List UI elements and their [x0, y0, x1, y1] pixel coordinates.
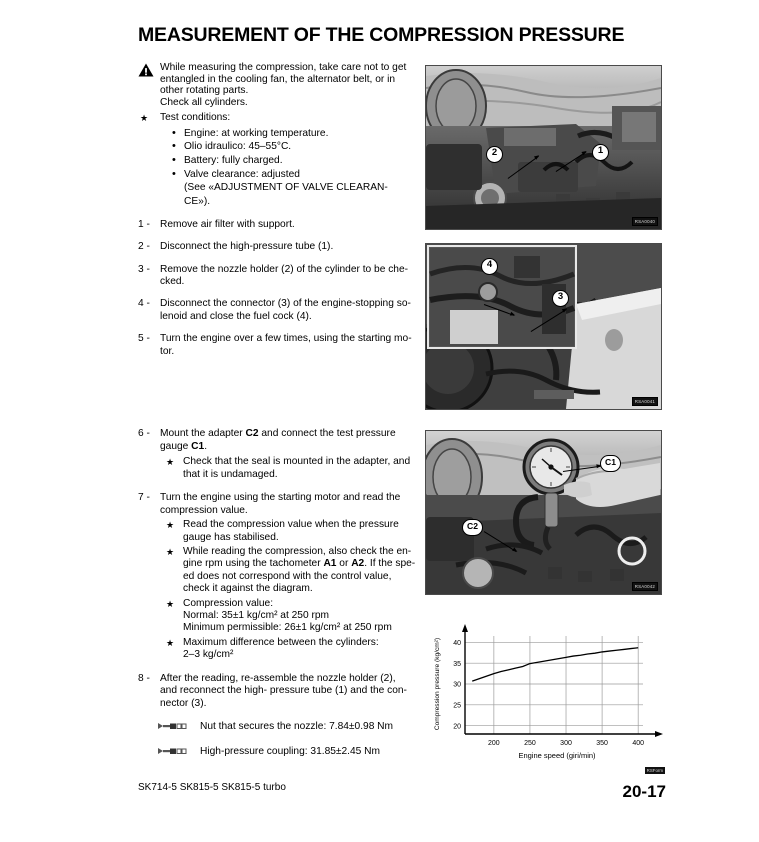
- test-conditions-list: [138, 127, 423, 209]
- note-line: gine rpm using the tachometer A1 or A2. If the spe-: [183, 558, 416, 570]
- svg-text:35: 35: [453, 660, 461, 668]
- step-line: Mount the adapter C2 and connect the test pressure: [160, 428, 396, 439]
- step-line: and reconnect the high- pressure tube (1) and the con-: [160, 685, 407, 697]
- list-item: [138, 154, 423, 168]
- step-5: [138, 333, 423, 358]
- photo-content: [426, 66, 661, 229]
- compression-value-normal: Normal: 35±1 kg/cm² at 250 rpm: [183, 610, 330, 622]
- star-bullet-icon: ★: [166, 547, 175, 557]
- instructions-column: [138, 62, 423, 368]
- list-item: [138, 140, 423, 154]
- svg-text:Compression pressure (kg/cm²): Compression pressure (kg/cm²): [434, 637, 441, 731]
- svg-text:25: 25: [453, 702, 461, 710]
- condition-text: Engine: at working temperature.: [184, 127, 329, 139]
- procedure-steps-upper: [138, 219, 423, 358]
- page-title: MEASUREMENT OF THE COMPRESSION PRESSURE: [138, 24, 625, 46]
- note-line: Check that the seal is mounted in the adapter, and: [183, 456, 411, 468]
- page-number: 20-17: [622, 782, 666, 801]
- step-7-note-1: [138, 519, 423, 544]
- compression-gauge-photo: [425, 430, 662, 595]
- step-7: [138, 492, 423, 517]
- step-line: compression value.: [160, 504, 248, 516]
- step-7-note-2: [138, 546, 423, 596]
- svg-text:250: 250: [524, 740, 536, 747]
- callout-c2: C2: [462, 519, 483, 536]
- step-number: 2 -: [138, 241, 150, 253]
- compression-value-minimum: Minimum permissible: 26±1 kg/cm² at 250 rpm: [183, 622, 392, 634]
- step-line: Turn the engine over a few times, using the starting mo-: [160, 332, 412, 344]
- callout-4: 4: [481, 258, 498, 275]
- note-line: Compression value:: [183, 597, 274, 609]
- warning-triangle-icon: [138, 63, 154, 77]
- condition-text-cont: (See «ADJUSTMENT OF VALVE CLEARAN-: [184, 182, 388, 194]
- torque-spec-text: Nut that secures the nozzle: 7.84±0.98 Nm: [200, 721, 394, 733]
- note-line: Maximum difference between the cylinders:: [183, 636, 379, 648]
- step-2: [138, 241, 423, 254]
- step-number: 5 -: [138, 332, 150, 344]
- torque-wrench-icon: [156, 746, 188, 757]
- dot-bullet-icon: •: [172, 153, 176, 166]
- note-line: ed does not correspond with the control value,: [183, 570, 392, 582]
- torque-spec-nozzle-nut: [138, 721, 423, 735]
- step-line: gauge C1.: [160, 440, 208, 452]
- warning-line-2: entangled in the cooling fan, the alternator belt, or in: [160, 73, 396, 85]
- step-number: 7 -: [138, 492, 150, 503]
- step-number: 8 -: [138, 672, 150, 684]
- svg-text:350: 350: [596, 740, 608, 747]
- callout-2: 2: [486, 146, 503, 163]
- note-line: While reading the compression, also check the en-: [183, 546, 412, 557]
- condition-text-cont2: CE»).: [184, 195, 211, 207]
- condition-text: Olio idraulico: 45–55°C.: [184, 141, 292, 153]
- callout-1: 1: [592, 144, 609, 161]
- star-bullet-icon: ★: [166, 637, 175, 648]
- svg-text:200: 200: [488, 740, 500, 747]
- dot-bullet-icon: •: [172, 140, 176, 153]
- condition-text: Battery: fully charged.: [184, 154, 283, 166]
- step-6: [138, 428, 423, 453]
- note-line: check it against the diagram.: [183, 583, 313, 595]
- dot-bullet-icon: •: [172, 126, 176, 139]
- safety-warning: [138, 62, 423, 108]
- step-number: 1 -: [138, 219, 150, 231]
- step-line: tor.: [160, 345, 175, 357]
- callout-c1: C1: [600, 455, 621, 472]
- step-line: Disconnect the connector (3) of the engine-stopping so-: [160, 298, 411, 310]
- svg-text:20: 20: [453, 723, 461, 731]
- svg-text:Engine speed (giri/min): Engine speed (giri/min): [518, 751, 596, 760]
- step-8: [138, 673, 423, 711]
- step-number: 3 -: [138, 263, 150, 275]
- torque-spec-text: High-pressure coupling: 31.85±2.45 Nm: [200, 746, 381, 758]
- svg-text:400: 400: [632, 740, 645, 747]
- warning-line-1: While measuring the compression, take care not to get: [160, 62, 407, 73]
- step-number: 6 -: [138, 428, 150, 439]
- step-number: 4 -: [138, 298, 150, 310]
- step-line: Remove the nozzle holder (2) of the cylinder to be che-: [160, 263, 409, 275]
- compression-pressure-chart: [425, 622, 665, 772]
- step-line: Turn the engine using the starting motor and read the: [160, 492, 401, 503]
- star-bullet-icon: ★: [140, 113, 149, 124]
- photo-content: [426, 431, 661, 594]
- test-conditions-label: Test conditions:: [160, 112, 231, 124]
- svg-text:40: 40: [453, 639, 461, 647]
- step-line: lenoid and close the fuel cock (4).: [160, 310, 312, 322]
- step-7-note-3: [138, 598, 423, 635]
- engine-stop-solenoid-photo: [425, 243, 662, 410]
- photo-reference-code: RSA0041: [632, 397, 658, 406]
- photo-reference-code: RSA0040: [632, 217, 658, 226]
- step-6-note-1: [138, 456, 423, 481]
- step-3: [138, 264, 423, 289]
- step-line: Disconnect the high-pressure tube (1).: [160, 241, 334, 253]
- star-bullet-icon: ★: [166, 598, 175, 609]
- warning-line-3: other rotating parts.: [160, 85, 249, 97]
- step-line: Remove air filter with support.: [160, 219, 295, 231]
- step-line: cked.: [160, 276, 185, 288]
- callout-3: 3: [552, 290, 569, 307]
- torque-wrench-icon: [156, 721, 188, 732]
- test-conditions-heading: [138, 112, 423, 124]
- dot-bullet-icon: •: [172, 167, 176, 180]
- step-line: After the reading, re-assemble the nozzle holder (2),: [160, 672, 396, 684]
- list-item: [138, 127, 423, 141]
- step-line: nector (3).: [160, 697, 207, 709]
- star-bullet-icon: ★: [166, 520, 175, 531]
- warning-line-4: Check all cylinders.: [160, 96, 248, 108]
- note-line: Read the compression value when the pressure: [183, 519, 399, 531]
- note-line: that it is undamaged.: [183, 468, 278, 480]
- star-bullet-icon: ★: [166, 457, 175, 468]
- step-1: [138, 219, 423, 232]
- photo-reference-code: RSA0042: [632, 582, 658, 591]
- chart-reference-code: RSForm: [646, 768, 663, 773]
- torque-spec-high-pressure-coupling: [138, 746, 423, 760]
- step-4: [138, 298, 423, 323]
- engine-overview-photo: [425, 65, 662, 230]
- procedure-steps-lower: [138, 428, 423, 760]
- note-line: gauge has stabilised.: [183, 531, 279, 543]
- svg-text:30: 30: [453, 681, 461, 689]
- footer-model-list: SK714-5 SK815-5 SK815-5 turbo: [138, 782, 286, 793]
- step-7-note-4: [138, 637, 423, 662]
- svg-text:300: 300: [560, 740, 572, 747]
- condition-text: Valve clearance: adjusted: [184, 168, 300, 180]
- list-item: [138, 168, 423, 209]
- photo-content: [426, 244, 661, 409]
- max-difference-value: 2–3 kg/cm²: [183, 649, 234, 661]
